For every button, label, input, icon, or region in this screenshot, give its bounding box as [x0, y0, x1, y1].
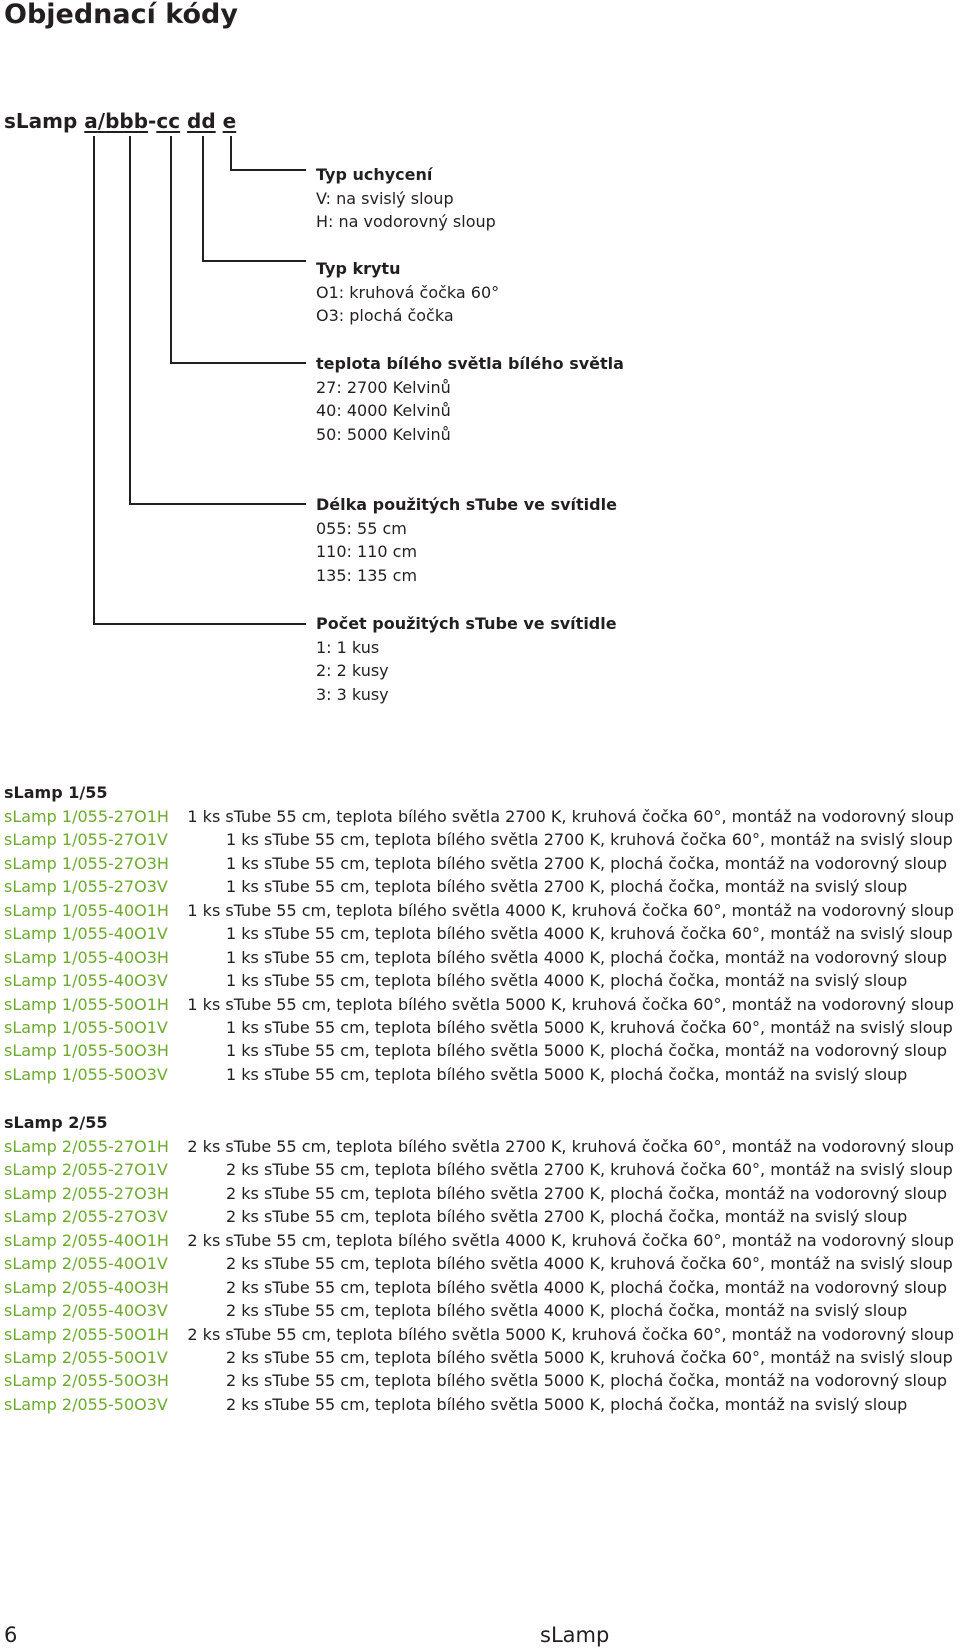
connector-a-horizontal	[93, 623, 306, 625]
pattern-prefix: sLamp	[4, 109, 85, 133]
order-description: 2 ks sTube 55 cm, teplota bílého světla 5000 K, kruhová čočka 60°, montáž na svislý sloup	[226, 1347, 953, 1367]
group-title-slamp-1-55: sLamp 1/55	[4, 783, 108, 802]
connector-e-horizontal	[230, 169, 306, 171]
definition-line: V: na svislý sloup	[316, 188, 454, 208]
list-item	[4, 922, 954, 945]
pattern-sep-slash: /	[97, 109, 106, 133]
pattern-part-dd: dd	[187, 109, 216, 133]
list-item	[4, 1276, 954, 1299]
definition-title: Typ krytu	[316, 259, 401, 278]
list-item	[4, 828, 954, 851]
order-description: 2 ks sTube 55 cm, teplota bílého světla 2700 K, plochá čočka, montáž na vodorovný sloup	[226, 1183, 948, 1203]
pattern-sep-dash: -	[148, 109, 157, 133]
order-code: sLamp 1/055-40O3V	[4, 971, 168, 991]
page-title: Objednací kódy	[4, 0, 238, 30]
connector-bbb-vertical	[129, 136, 131, 504]
order-description: 2 ks sTube 55 cm, teplota bílého světla 4000 K, plochá čočka, montáž na vodorovný sloup	[226, 1277, 948, 1297]
definition-title: teplota bílého světla bílého světla	[316, 354, 624, 373]
list-item	[4, 1016, 954, 1039]
order-code: sLamp 2/055-50O1H	[4, 1324, 169, 1344]
code-pattern	[4, 108, 236, 134]
list-item	[4, 875, 954, 898]
list-item	[4, 1252, 954, 1275]
list-item	[4, 1393, 954, 1416]
order-code: sLamp 2/055-40O1H	[4, 1230, 169, 1250]
order-code: sLamp 1/055-27O3H	[4, 853, 169, 873]
order-description: 1 ks sTube 55 cm, teplota bílého světla 2700 K, kruhová čočka 60°, montáž na svislý sloup	[226, 830, 953, 850]
order-description: 1 ks sTube 55 cm, teplota bílého světla 2700 K, kruhová čočka 60°, montáž na vodorovný sloup	[187, 807, 954, 826]
order-code: sLamp 2/055-27O3H	[4, 1183, 169, 1203]
order-description: 2 ks sTube 55 cm, teplota bílého světla 2700 K, plochá čočka, montáž na svislý sloup	[226, 1207, 908, 1227]
connector-e-vertical	[230, 136, 232, 170]
definition-color-temperature	[316, 352, 624, 446]
definition-title: Typ uchycení	[316, 165, 433, 184]
definition-line: O1: kruhová čočka 60°	[316, 282, 500, 302]
order-description: 2 ks sTube 55 cm, teplota bílého světla 2700 K, kruhová čočka 60°, montáž na vodorovný sloup	[187, 1137, 954, 1156]
list-item	[4, 1158, 954, 1181]
definition-title: Počet použitých sTube ve svítidle	[316, 614, 617, 633]
definition-line: 135: 135 cm	[316, 565, 418, 585]
connector-bbb-horizontal	[129, 503, 306, 505]
pattern-part-bbb: bbb	[105, 109, 149, 133]
list-item	[4, 1299, 954, 1322]
order-description: 2 ks sTube 55 cm, teplota bílého světla 4000 K, kruhová čočka 60°, montáž na svislý sloup	[226, 1254, 953, 1274]
definition-stube-length	[316, 493, 617, 587]
order-description: 2 ks sTube 55 cm, teplota bílého světla 4000 K, kruhová čočka 60°, montáž na vodorovný sloup	[187, 1230, 954, 1250]
order-description: 1 ks sTube 55 cm, teplota bílého světla 5000 K, plochá čočka, montáž na svislý sloup	[226, 1064, 908, 1084]
order-description: 2 ks sTube 55 cm, teplota bílého světla 5000 K, plochá čočka, montáž na vodorovný sloup	[226, 1371, 948, 1391]
definition-stube-count	[316, 612, 617, 706]
list-item	[4, 1346, 954, 1369]
order-code: sLamp 1/055-50O3H	[4, 1041, 169, 1061]
order-description: 1 ks sTube 55 cm, teplota bílého světla 4000 K, kruhová čočka 60°, montáž na svislý sloup	[226, 924, 953, 944]
definition-line: 2: 2 kusy	[316, 661, 389, 680]
order-code: sLamp 2/055-40O3V	[4, 1301, 168, 1321]
order-description: 1 ks sTube 55 cm, teplota bílého světla 4000 K, plochá čočka, montáž na vodorovný sloup	[226, 947, 948, 967]
definition-line: 40: 4000 Kelvinů	[316, 401, 451, 420]
page-number: 6	[4, 1623, 18, 1647]
order-code: sLamp 2/055-50O1V	[4, 1347, 168, 1367]
order-code: sLamp 2/055-27O1V	[4, 1160, 168, 1180]
order-code: sLamp 2/055-27O3V	[4, 1207, 168, 1227]
list-item	[4, 1039, 954, 1062]
order-description: 1 ks sTube 55 cm, teplota bílého světla 5000 K, kruhová čočka 60°, montáž na vodorovný sloup	[187, 994, 954, 1014]
order-description: 2 ks sTube 55 cm, teplota bílého světla 5000 K, plochá čočka, montáž na svislý sloup	[226, 1394, 908, 1414]
list-item	[4, 852, 954, 875]
order-code-list-1	[4, 805, 954, 1086]
order-description: 1 ks sTube 55 cm, teplota bílého světla 5000 K, plochá čočka, montáž na vodorovný sloup	[226, 1041, 948, 1061]
order-description: 2 ks sTube 55 cm, teplota bílého světla 2700 K, kruhová čočka 60°, montáž na svislý sloup	[226, 1160, 953, 1180]
definition-line: 055: 55 cm	[316, 518, 407, 538]
list-item	[4, 1182, 954, 1205]
definition-line: 50: 5000 Kelvinů	[316, 424, 451, 444]
list-item	[4, 969, 954, 992]
definition-line: 110: 110 cm	[316, 542, 418, 561]
definition-mount-type	[316, 163, 496, 234]
order-code: sLamp 1/055-50O3V	[4, 1064, 168, 1084]
order-code: sLamp 1/055-27O1V	[4, 830, 168, 850]
footer-brand: sLamp	[540, 1623, 610, 1647]
order-code: sLamp 1/055-40O3H	[4, 947, 169, 967]
definition-cover-type	[316, 257, 499, 328]
order-description: 2 ks sTube 55 cm, teplota bílého světla 4000 K, plochá čočka, montáž na svislý sloup	[226, 1301, 908, 1321]
definition-line: 3: 3 kusy	[316, 684, 389, 704]
list-item	[4, 946, 954, 969]
connector-dd-vertical	[202, 136, 204, 261]
order-code-list-2	[4, 1135, 954, 1416]
order-code: sLamp 1/055-50O1V	[4, 1017, 168, 1037]
order-description: 1 ks sTube 55 cm, teplota bílého světla 5000 K, kruhová čočka 60°, montáž na svislý sloup	[226, 1017, 953, 1037]
list-item	[4, 1205, 954, 1228]
connector-cc-vertical	[170, 136, 172, 363]
list-item	[4, 993, 954, 1016]
order-code: sLamp 1/055-27O1H	[4, 807, 169, 826]
order-description: 1 ks sTube 55 cm, teplota bílého světla 4000 K, kruhová čočka 60°, montáž na vodorovný sloup	[187, 900, 954, 920]
order-description: 1 ks sTube 55 cm, teplota bílého světla 2700 K, plochá čočka, montáž na vodorovný sloup	[226, 853, 948, 873]
pattern-part-e: e	[222, 109, 237, 133]
order-code: sLamp 2/055-40O3H	[4, 1277, 169, 1297]
pattern-part-a: a	[84, 109, 98, 133]
order-description: 1 ks sTube 55 cm, teplota bílého světla 4000 K, plochá čočka, montáž na svislý sloup	[226, 971, 908, 991]
order-description: 2 ks sTube 55 cm, teplota bílého světla 5000 K, kruhová čočka 60°, montáž na vodorovný sloup	[187, 1324, 954, 1344]
order-code: sLamp 2/055-50O3H	[4, 1371, 169, 1391]
definition-title: Délka použitých sTube ve svítidle	[316, 495, 617, 514]
order-code: sLamp 1/055-50O1H	[4, 994, 169, 1014]
order-description: 1 ks sTube 55 cm, teplota bílého světla 2700 K, plochá čočka, montáž na svislý sloup	[226, 877, 908, 897]
order-code: sLamp 1/055-27O3V	[4, 877, 168, 897]
pattern-space-1	[180, 109, 187, 133]
order-code: sLamp 1/055-40O1V	[4, 924, 168, 944]
order-code: sLamp 2/055-40O1V	[4, 1254, 168, 1274]
list-item	[4, 899, 954, 922]
order-code: sLamp 2/055-27O1H	[4, 1137, 169, 1156]
definition-line: H: na vodorovný sloup	[316, 212, 496, 231]
order-code: sLamp 2/055-50O3V	[4, 1394, 168, 1414]
definition-line: 1: 1 kus	[316, 637, 380, 657]
list-item	[4, 1063, 954, 1086]
group-title-slamp-2-55: sLamp 2/55	[4, 1113, 108, 1132]
list-item	[4, 1369, 954, 1392]
connector-dd-horizontal	[202, 260, 306, 262]
pattern-space-2	[216, 109, 223, 133]
list-item	[4, 1135, 954, 1158]
pattern-part-cc: cc	[156, 109, 181, 133]
definition-line: 27: 2700 Kelvinů	[316, 377, 451, 397]
connector-cc-horizontal	[170, 362, 306, 364]
definition-line: O3: plochá čočka	[316, 306, 454, 325]
connector-a-vertical	[93, 136, 95, 624]
order-code: sLamp 1/055-40O1H	[4, 900, 169, 920]
list-item	[4, 1323, 954, 1346]
list-item	[4, 1229, 954, 1252]
list-item	[4, 805, 954, 828]
